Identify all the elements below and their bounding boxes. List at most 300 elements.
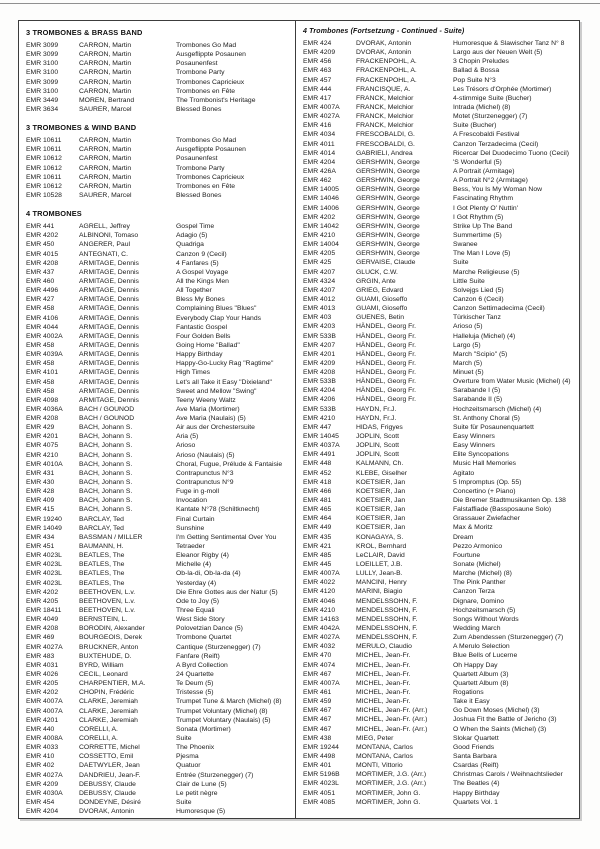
row-author: BACH, Johann S. xyxy=(79,460,133,468)
row-title: Four Golden Bells xyxy=(176,332,231,340)
row-title: 4-stimmige Suite (Bucher) xyxy=(453,94,532,102)
row-code: EMR 4007A xyxy=(303,570,340,578)
row-code: EMR 4207 xyxy=(303,286,336,294)
row-title: Quartett Album (8) xyxy=(453,679,509,687)
row-author: ARMITAGE, Dennis xyxy=(79,259,139,267)
row-author: ARMITAGE, Dennis xyxy=(79,268,139,276)
catalog-row xyxy=(26,743,292,752)
row-code: EMR 19240 xyxy=(26,515,62,523)
row-title: Canzon Terza xyxy=(453,588,495,596)
row-author: KOETSIER, Jan xyxy=(356,524,406,532)
row-title: Clair de Lune (5) xyxy=(176,780,227,788)
row-author: GUAMI, Gioseffo xyxy=(356,295,408,303)
row-code: EMR 19244 xyxy=(303,743,339,751)
row-author: LULLY, Jean-B. xyxy=(356,570,403,578)
catalog-row xyxy=(26,789,292,798)
row-code: EMR 464 xyxy=(303,515,332,523)
row-author: ARMITAGE, Dennis xyxy=(79,287,139,295)
row-title: Blessed Bones xyxy=(176,191,222,199)
catalog-row xyxy=(26,259,292,268)
row-title: Ave Maria (Mortimer) xyxy=(176,405,240,413)
row-author: GERSHWIN, George xyxy=(356,222,420,230)
catalog-row xyxy=(26,588,292,597)
row-title: Trumpet Voluntary (Naulais) (5) xyxy=(176,716,271,724)
row-author: ARMITAGE, Dennis xyxy=(79,369,139,377)
row-code: EMR 10528 xyxy=(26,191,62,199)
row-author: BEATLES, The xyxy=(79,552,125,560)
row-title: Te Deum (5) xyxy=(176,680,214,688)
row-code: EMR 4203 xyxy=(303,323,336,331)
catalog-row xyxy=(26,707,292,716)
row-author: ANGERER, Paul xyxy=(79,241,130,249)
catalog-row xyxy=(303,304,576,313)
catalog-row xyxy=(303,76,576,85)
row-code: EMR 4033 xyxy=(26,744,59,752)
row-code: EMR 4026 xyxy=(26,671,59,678)
row-code: EMR 465 xyxy=(303,506,332,514)
catalog-row xyxy=(303,432,576,441)
row-code: EMR 4027A xyxy=(26,771,63,779)
row-code: EMR 4032 xyxy=(303,643,336,651)
row-code: EMR 10611 xyxy=(26,173,62,181)
row-title: Die Bremer Stadtmusikanten Op. 138 xyxy=(453,497,566,505)
catalog-row xyxy=(303,505,576,514)
row-title: Suite für Posaunenquartett xyxy=(453,423,534,431)
row-code: EMR 4204 xyxy=(303,158,336,166)
row-code: EMR 4023L xyxy=(303,780,339,788)
row-code: EMR 466 xyxy=(303,487,332,495)
row-author: ARMITAGE, Dennis xyxy=(79,277,139,285)
row-code: EMR 4030A xyxy=(26,789,63,797)
row-author: CARRON, Martin xyxy=(79,137,132,145)
row-title: Agitato xyxy=(453,469,475,477)
row-code: EMR 4085 xyxy=(303,798,336,806)
row-code: EMR 3449 xyxy=(26,96,59,104)
row-code: EMR 424 xyxy=(303,40,332,47)
catalog-row xyxy=(303,569,576,578)
catalog-row xyxy=(303,789,576,798)
row-code: EMR 4023L xyxy=(26,561,62,569)
row-author: MIEG, Peter xyxy=(356,734,394,742)
row-title: Strike Up The Band xyxy=(453,222,513,230)
catalog-row xyxy=(303,533,576,542)
catalog-row xyxy=(26,579,292,588)
row-code: EMR 421 xyxy=(303,542,332,550)
row-code: EMR 533B xyxy=(303,405,336,413)
row-code: EMR 467 xyxy=(303,670,332,678)
catalog-row xyxy=(26,505,292,514)
row-title: Marche Religieuse (5) xyxy=(453,268,520,276)
row-author: BACH, Johann S. xyxy=(79,442,133,450)
row-title: Suite xyxy=(453,259,469,267)
catalog-row xyxy=(303,670,576,679)
row-code: EMR 4209 xyxy=(26,780,59,788)
row-author: CARRON, Martin xyxy=(79,164,132,172)
row-author: MICHEL, Jean-Fr. xyxy=(356,698,411,706)
row-code: EMR 4023L xyxy=(26,579,62,587)
row-title: Sunshine xyxy=(176,524,205,532)
row-title: Ballad & Bossa xyxy=(453,67,500,75)
catalog-row xyxy=(303,103,576,112)
row-code: EMR 4204 xyxy=(26,808,59,816)
row-author: CECIL, Leonard xyxy=(79,671,128,678)
row-code: EMR 4007A xyxy=(26,698,63,706)
row-title: 'S Wonderful (5) xyxy=(453,158,502,166)
row-code: EMR 458 xyxy=(26,360,55,368)
row-code: EMR 14006 xyxy=(303,204,339,212)
row-code: EMR 463 xyxy=(303,67,332,75)
row-author: CORELLI, A. xyxy=(79,725,118,733)
row-title: Pezzo Armonico xyxy=(453,542,503,550)
row-author: GERSHWIN, George xyxy=(356,186,420,194)
row-code: EMR 533B xyxy=(303,332,336,340)
row-author: MICHEL, Jean-Fr. xyxy=(356,679,411,687)
catalog-row xyxy=(303,359,576,368)
row-author: CARRON, Martin xyxy=(79,173,132,181)
row-code: EMR 4207 xyxy=(303,341,336,349)
row-author: GUENES, Betin xyxy=(356,314,404,322)
row-code: EMR 4205 xyxy=(26,680,59,688)
row-author: MENDELSSOHN, F. xyxy=(356,606,418,614)
catalog-row xyxy=(26,387,292,396)
row-code: EMR 426A xyxy=(303,167,336,175)
row-code: EMR 467 xyxy=(303,707,332,715)
row-author: GERSHWIN, George xyxy=(356,177,420,185)
row-title: Everybody Clap Your Hands xyxy=(176,314,262,322)
row-author: FRACKENPOHL, A. xyxy=(356,76,417,84)
row-author: MERULO, Claudio xyxy=(356,643,412,651)
row-code: EMR 4044 xyxy=(26,323,59,331)
row-author: ARMITAGE, Dennis xyxy=(79,396,139,404)
row-author: KOETSIER, Jan xyxy=(356,515,406,523)
row-title: Die Ehre Gottes aus der Natur (5) xyxy=(176,588,278,596)
row-code: EMR 4498 xyxy=(303,752,336,760)
catalog-row xyxy=(303,386,576,395)
row-title: Largo (5) xyxy=(453,341,481,349)
catalog-row xyxy=(26,96,292,105)
row-author: DEBUSSY, Claude xyxy=(79,789,136,797)
catalog-row xyxy=(26,661,292,670)
row-title: Ausgeflippte Posaunen xyxy=(176,146,246,154)
catalog-row xyxy=(303,661,576,670)
row-author: CORRETTE, Michel xyxy=(79,744,140,752)
row-author: FRACKENPOHL, A. xyxy=(356,67,417,75)
catalog-row xyxy=(303,752,576,761)
row-code: EMR 4007A xyxy=(26,707,63,715)
catalog-row xyxy=(26,432,292,441)
row-code: EMR 14004 xyxy=(303,241,339,249)
row-code: EMR 3100 xyxy=(26,60,59,68)
row-code: EMR 450 xyxy=(26,241,55,249)
row-title: Arioso xyxy=(176,442,196,450)
row-author: BARCLAY, Ted xyxy=(79,524,124,532)
catalog-row xyxy=(26,423,292,432)
row-code: EMR 444 xyxy=(303,85,332,93)
row-author: BEATLES, The xyxy=(79,579,125,587)
row-code: EMR 4039A xyxy=(26,351,63,359)
row-code: EMR 10611 xyxy=(26,146,62,154)
row-code: EMR 4014 xyxy=(303,149,336,157)
catalog-row xyxy=(303,176,576,185)
row-code: EMR 416 xyxy=(303,122,332,130)
row-title: Trumpet Voluntary (Michel) (8) xyxy=(176,707,268,715)
row-title: Blue Bells of Lucerne xyxy=(453,652,518,660)
catalog-row xyxy=(303,130,576,139)
row-code: EMR 462 xyxy=(303,177,332,185)
row-code: EMR 4201 xyxy=(26,716,59,724)
row-code: EMR 4202 xyxy=(26,689,59,697)
row-code: EMR 14045 xyxy=(303,433,339,441)
row-title: Eleanor Rigby (4) xyxy=(176,552,229,560)
row-code: EMR 18411 xyxy=(26,607,62,615)
row-title: Yesterday (4) xyxy=(176,579,217,587)
catalog-row xyxy=(26,734,292,743)
row-author: BORODIN, Alexander xyxy=(79,625,145,633)
row-author: KROL, Bernhard xyxy=(356,542,407,550)
row-code: EMR 4051 xyxy=(303,789,336,797)
catalog-row xyxy=(26,652,292,661)
catalog-row xyxy=(26,136,292,145)
catalog-row xyxy=(26,164,292,173)
row-title: Fantastic Gospel xyxy=(176,323,227,331)
row-code: EMR 4027A xyxy=(303,634,340,642)
catalog-row xyxy=(26,191,292,200)
row-title: Rogations xyxy=(453,688,484,696)
row-author: MONTANA, Carlos xyxy=(356,743,413,751)
catalog-row xyxy=(26,87,292,96)
row-author: BACH / GOUNOD xyxy=(79,415,135,423)
row-author: GRIEG, Edvard xyxy=(356,286,404,294)
row-code: EMR 4027A xyxy=(303,113,340,121)
row-title: Summertime (5) xyxy=(453,231,502,239)
row-author: HAYDN, Fr.J. xyxy=(356,414,397,422)
catalog-row xyxy=(303,368,576,377)
row-title: Intrada (Michel) (8) xyxy=(453,103,511,111)
row-author: CARRON, Martin xyxy=(79,51,132,59)
row-code: EMR 461 xyxy=(303,688,332,696)
row-author: GABRIELI, Andrea xyxy=(356,149,413,157)
row-title: Trombones Capricieux xyxy=(176,173,245,181)
row-author: MORTIMER, John G. xyxy=(356,789,421,797)
row-code: EMR 4046 xyxy=(303,597,336,605)
row-title: Pop Suite N°3 xyxy=(453,76,496,84)
catalog-row xyxy=(26,277,292,286)
page-top-rule xyxy=(0,3,600,4)
row-author: JOPLIN, Scott xyxy=(356,433,400,441)
row-title: A Portrait N°2 (Armitage) xyxy=(453,177,528,185)
catalog-row xyxy=(26,487,292,496)
row-author: MORTIMER, J.G. (Arr.) xyxy=(356,771,427,779)
catalog-row xyxy=(303,469,576,478)
row-author: MENDELSSOHN, F. xyxy=(356,625,418,632)
row-author: BACH, Johann S. xyxy=(79,479,133,487)
row-title: Trombones Go Mad xyxy=(176,42,237,49)
row-author: BARCLAY, Ted xyxy=(79,515,124,523)
row-title: Solvejgs Lied (5) xyxy=(453,286,504,294)
row-title: Sarabande II (5) xyxy=(453,396,503,404)
row-author: MICHEL, Jean-Fr. xyxy=(356,661,411,669)
row-code: EMR 4201 xyxy=(303,350,336,358)
row-title: Concertino (+ Piano) xyxy=(453,487,516,495)
row-code: EMR 409 xyxy=(26,497,55,505)
row-author: BRUCKNER, Anton xyxy=(79,643,139,651)
row-title: Hochzeitsmarsch (Michel) (4) xyxy=(453,405,542,413)
row-title: Adagio (5) xyxy=(176,232,208,240)
catalog-row xyxy=(26,716,292,725)
catalog-row xyxy=(303,578,576,587)
row-code: EMR 417 xyxy=(303,94,332,102)
row-title: Les Trésors d'Orphée (Mortimer) xyxy=(453,85,552,93)
row-title: Choral, Fugue, Prélude & Fantaisie xyxy=(176,460,283,468)
row-title: Ave Maria (Naulais) (5) xyxy=(176,415,246,423)
catalog-row xyxy=(303,231,576,240)
row-code: EMR 4491 xyxy=(303,451,336,459)
catalog-row xyxy=(303,268,576,277)
catalog-row xyxy=(26,771,292,780)
row-title: Air aus der Orchestersuite xyxy=(176,424,255,432)
catalog-row xyxy=(26,368,292,377)
catalog-row xyxy=(303,313,576,322)
row-author: CARRON, Martin xyxy=(79,87,132,95)
row-title: Cantique (Sturzenegger) (7) xyxy=(176,643,261,651)
row-author: BASSMAN / MILLER xyxy=(79,533,143,541)
row-author: FRANCK, Melchior xyxy=(356,122,414,130)
row-title: 3 Chopin Preludes xyxy=(453,58,509,66)
row-title: West Side Story xyxy=(176,616,225,624)
section-title: 3 TROMBONES & BRASS BAND xyxy=(26,28,143,37)
catalog-row xyxy=(26,41,292,50)
row-author: MENDELSSOHN, F. xyxy=(356,597,418,605)
row-author: BEETHOVEN, L.v. xyxy=(79,607,136,615)
row-code: EMR 4202 xyxy=(26,232,59,240)
catalog-row xyxy=(303,322,576,331)
row-author: ARMITAGE, Dennis xyxy=(79,341,139,349)
row-title: Türkischer Tanz xyxy=(453,314,501,322)
row-author: HÄNDEL, Georg Fr. xyxy=(356,387,417,395)
row-code: EMR 458 xyxy=(26,341,55,349)
row-code: EMR 4022 xyxy=(303,579,336,587)
row-author: MONTANA, Carlos xyxy=(356,752,413,760)
catalog-row xyxy=(303,697,576,706)
row-author: ARMITAGE, Dennis xyxy=(79,305,139,313)
row-author: BACH, Johann S. xyxy=(79,433,133,441)
row-author: FRANCK, Melchior xyxy=(356,103,414,111)
catalog-row xyxy=(26,50,292,59)
row-author: GERSHWIN, George xyxy=(356,195,420,203)
row-code: EMR 459 xyxy=(303,698,332,706)
row-title: I'm Getting Sentimental Over You xyxy=(176,533,277,541)
row-title: Motet (Sturzenegger) (7) xyxy=(453,113,528,121)
row-author: CARRON, Martin xyxy=(79,155,132,163)
row-title: Minuet (5) xyxy=(453,369,484,377)
row-code: EMR 4210 xyxy=(303,606,336,614)
row-code: EMR 429 xyxy=(26,424,55,432)
row-title: Aria (5) xyxy=(176,433,199,441)
catalog-row xyxy=(26,643,292,652)
row-code: EMR 4101 xyxy=(26,369,59,377)
row-title: Trombones en Fête xyxy=(176,182,236,190)
row-title: Take it Easy xyxy=(453,698,490,706)
row-title: Marche (Michel) (8) xyxy=(453,570,512,578)
catalog-row xyxy=(303,222,576,231)
row-code: EMR 14046 xyxy=(303,195,339,203)
row-author: ARMITAGE, Dennis xyxy=(79,314,139,322)
row-author: ARMITAGE, Dennis xyxy=(79,378,139,386)
catalog-row xyxy=(303,414,576,423)
row-author: GLUCK, C.W. xyxy=(356,268,398,276)
catalog-row xyxy=(26,798,292,807)
row-title: Ricercar Del Duodecimo Tuono (Cecil) xyxy=(453,149,569,157)
row-author: DVORAK, Antonin xyxy=(356,49,412,57)
catalog-row xyxy=(303,734,576,743)
row-title: Going Home "Ballad" xyxy=(176,341,240,349)
row-author: MONTI, Vittorio xyxy=(356,762,403,770)
catalog-row xyxy=(26,341,292,350)
row-author: CLARKE, Jeremiah xyxy=(79,716,138,724)
row-title: Happy Birthday xyxy=(453,789,500,797)
row-author: FRANCISQUE, A. xyxy=(356,85,411,93)
row-title: Dignare, Domino xyxy=(453,597,504,605)
row-title: Trumpet Tune & March (Michel) (8) xyxy=(176,698,282,706)
row-title: Pjesma xyxy=(176,753,199,761)
row-code: EMR 4010A xyxy=(26,460,63,468)
row-code: EMR 3100 xyxy=(26,87,59,95)
row-author: BEATLES, The xyxy=(79,561,125,569)
row-title: High Times xyxy=(176,369,210,377)
row-title: 24 Quartette xyxy=(176,671,214,678)
row-code: EMR 425 xyxy=(303,259,332,267)
row-title: Go Down Moses (Michel) (3) xyxy=(453,707,540,715)
row-title: A Merulo Selection xyxy=(453,643,510,651)
row-title: I Got Rhythm (5) xyxy=(453,213,504,221)
row-author: SAURER, Marcel xyxy=(79,105,132,113)
row-title: Suite (Bucher) xyxy=(453,122,497,130)
row-author: AGRELL, Jeffrey xyxy=(79,223,130,231)
row-title: Tristesse (5) xyxy=(176,689,214,697)
row-code: EMR 4007A xyxy=(303,103,340,111)
row-title: Fanfare (Reift) xyxy=(176,652,220,660)
catalog-row xyxy=(26,332,292,341)
catalog-row xyxy=(303,798,576,807)
row-code: EMR 430 xyxy=(26,479,55,487)
row-code: EMR 4210 xyxy=(26,451,59,459)
catalog-row xyxy=(303,761,576,770)
row-author: BACH, Johann S. xyxy=(79,497,133,505)
row-title: Sarabande I (5) xyxy=(453,387,501,395)
row-author: HÄNDEL, Georg Fr. xyxy=(356,350,417,358)
row-author: DANDRIEU, Jean-F. xyxy=(79,771,141,779)
catalog-row xyxy=(26,396,292,405)
row-code: EMR 4206 xyxy=(303,396,336,404)
row-title: Humoresque (5) xyxy=(176,808,226,816)
row-title: 5 Impromptus (Op. 55) xyxy=(453,478,522,486)
row-author: MORTIMER, J.G. (Arr.) xyxy=(356,780,427,788)
catalog-row xyxy=(303,606,576,615)
row-code: EMR 4007A xyxy=(303,679,340,687)
catalog-row xyxy=(26,460,292,469)
row-code: EMR 4002A xyxy=(26,332,63,340)
row-code: EMR 460 xyxy=(26,277,55,285)
row-author: KOETSIER, Jan xyxy=(356,478,406,486)
catalog-row xyxy=(26,304,292,313)
row-code: EMR 434 xyxy=(26,533,55,541)
row-title: Sonate (Michel) xyxy=(453,561,501,569)
catalog-row xyxy=(303,240,576,249)
row-code: EMR 4202 xyxy=(303,213,336,221)
row-code: EMR 4208 xyxy=(26,415,59,423)
catalog-row xyxy=(303,779,576,788)
row-author: MICHEL, Jean-Fr. (Arr.) xyxy=(356,725,428,733)
